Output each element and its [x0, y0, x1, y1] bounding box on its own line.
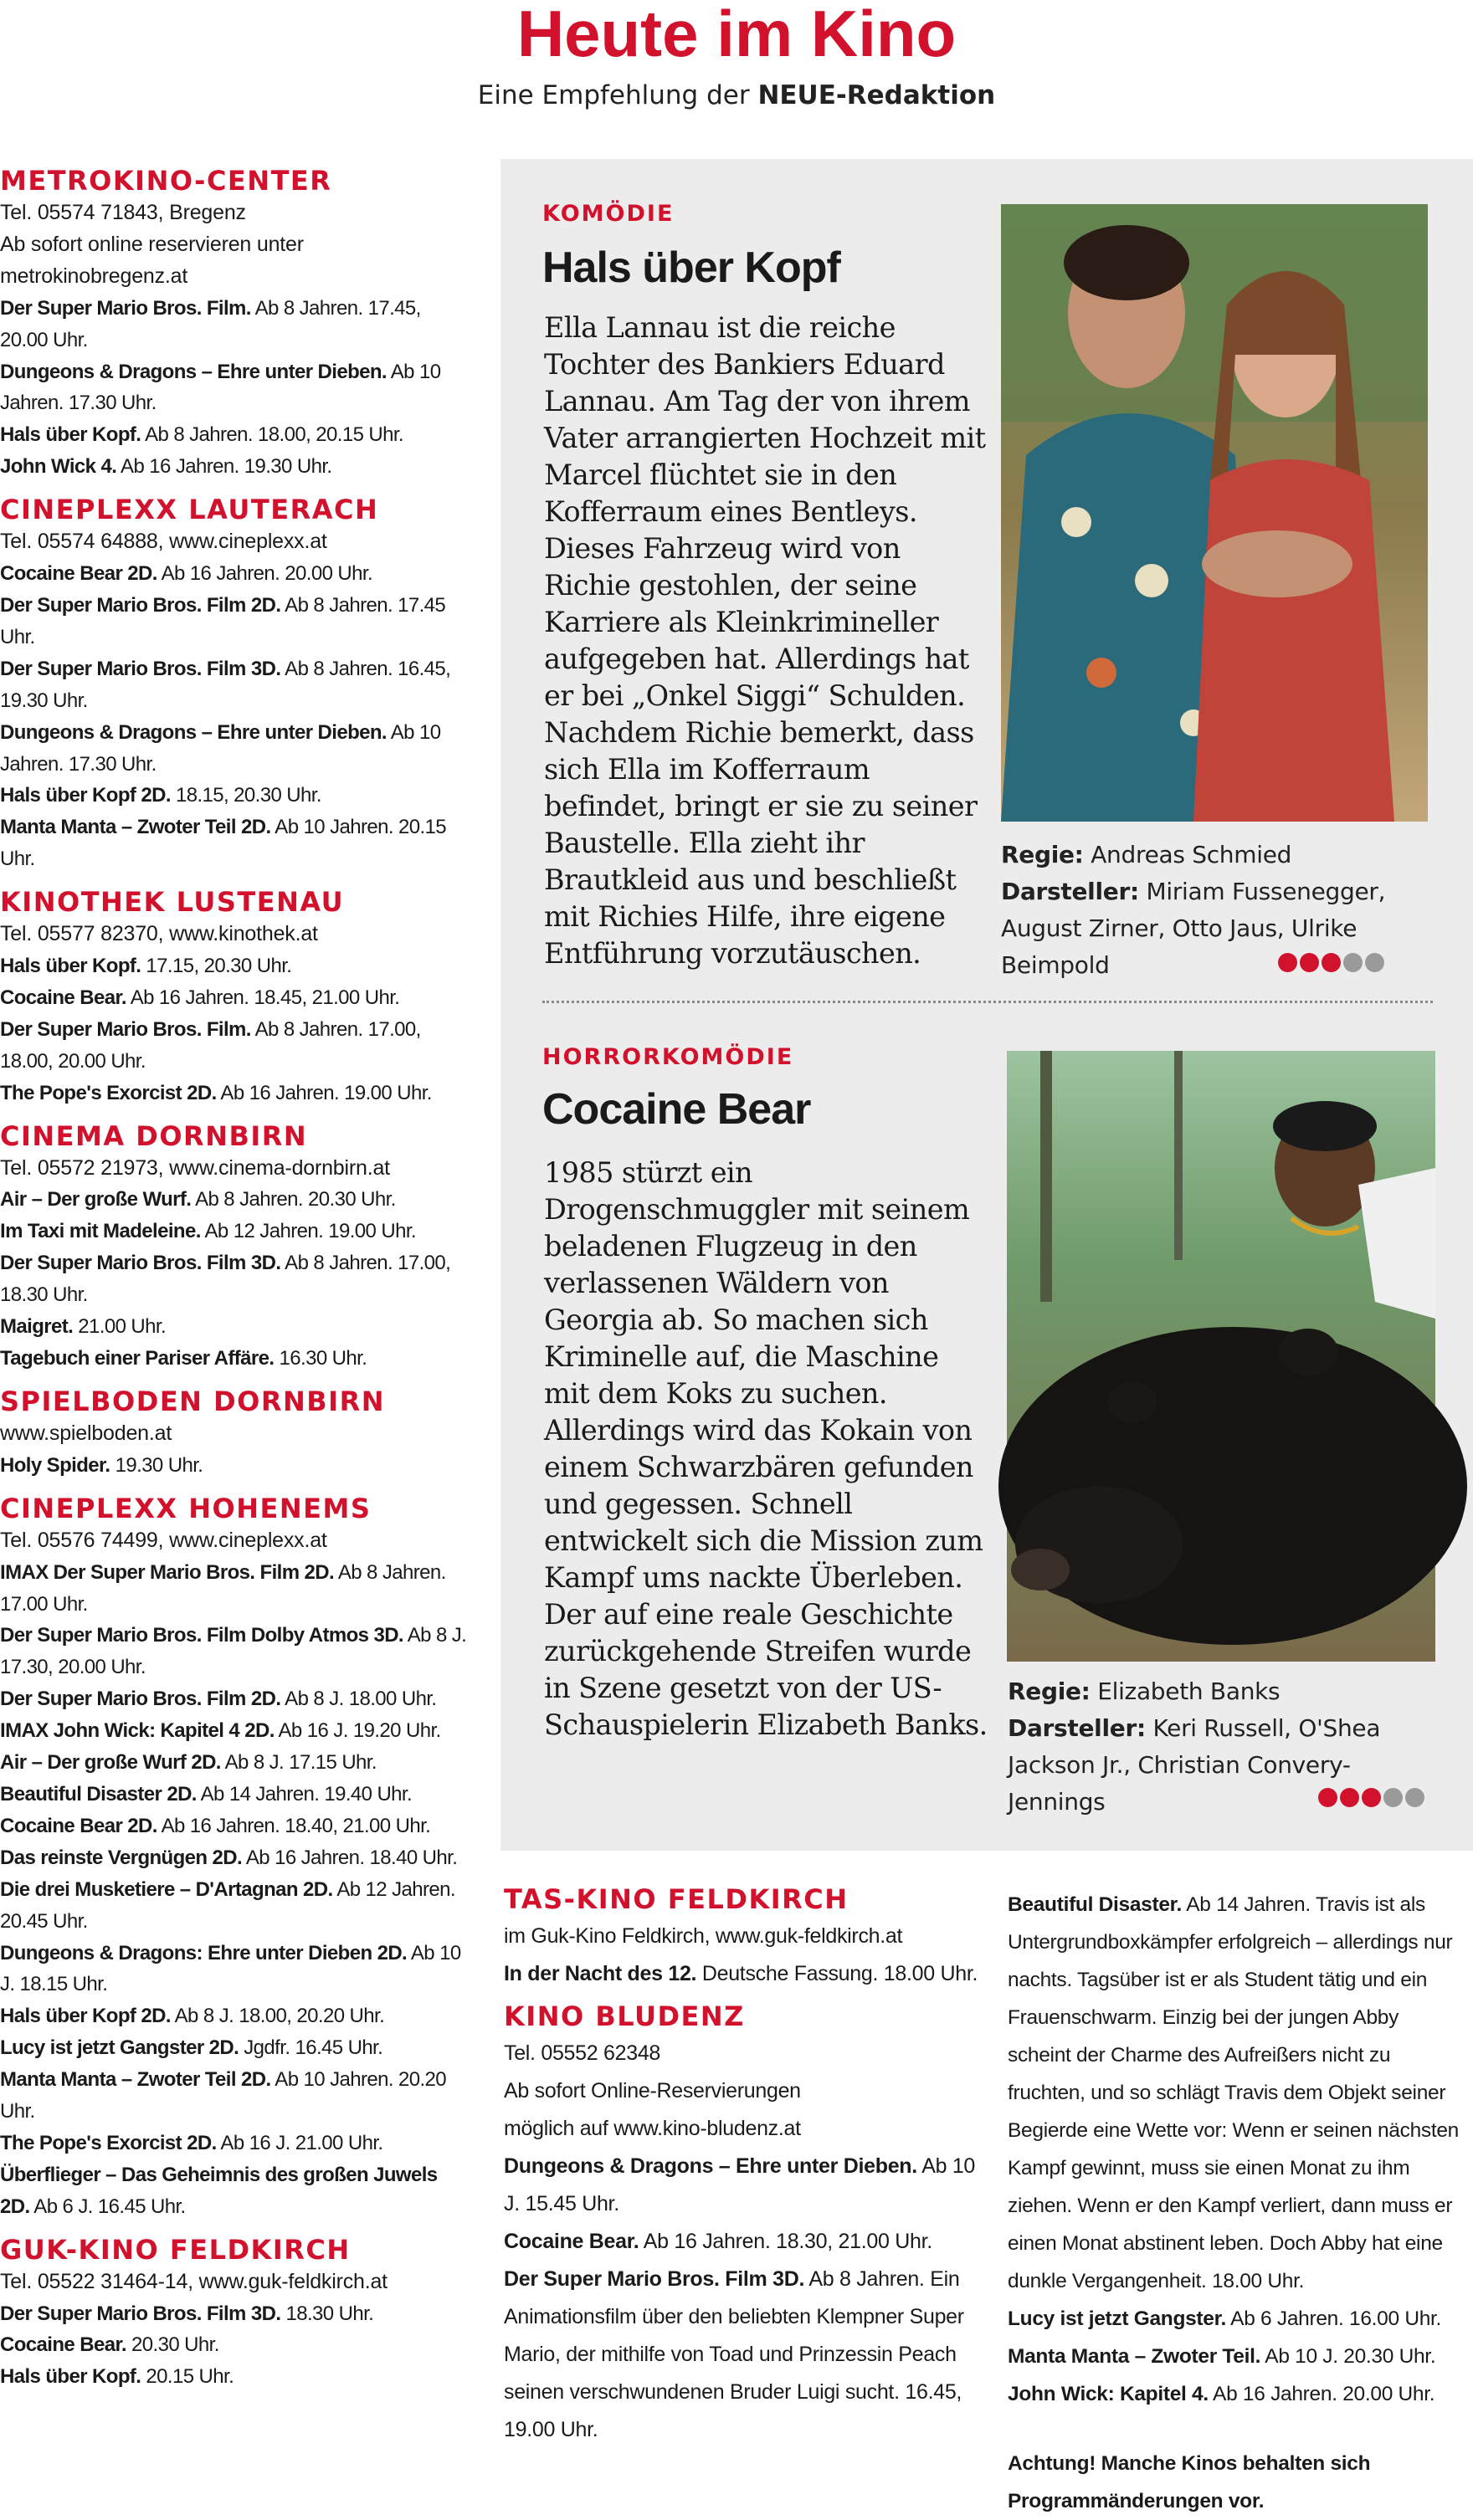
movie2-rating [1318, 1788, 1424, 1807]
film-details: Deutsche Fassung. 18.00 Uhr. [696, 1962, 978, 1985]
rating-dot [1340, 1788, 1359, 1807]
film-entry [504, 2148, 989, 2223]
film-title: Beautiful Disaster. [1008, 1893, 1183, 1916]
film-details: Ab 16 Jahren. 18.30, 21.00 Uhr. [639, 2230, 932, 2253]
film-details: Ab 10 J. 20.30 Uhr. [1260, 2345, 1436, 2368]
bludenz-details [504, 2035, 989, 2449]
cinema-name: SPIELBODEN DORNBIRN [0, 1385, 385, 1417]
bottom-middle-listings [504, 1881, 989, 2449]
cinema-info: Tel. 05574 71843, Bregenz [0, 201, 246, 224]
film-details: 19.30 Uhr. [110, 1453, 203, 1477]
film-entry [0, 950, 469, 982]
cinema-info: www.spielboden.at [0, 1421, 172, 1445]
cast-names: Miriam Fussenegger, August Zirner, Otto Jaus, Ulrike Beimpold [1001, 878, 1386, 979]
cinema-name: CINEPLEXX HOHENEMS [0, 1492, 372, 1524]
film-title: Manta Manta – Zwoter Teil 2D. [0, 2068, 271, 2092]
film-entry [0, 2361, 469, 2393]
film-entry [0, 653, 469, 717]
film-details: Ab 16 Jahren. 20.00 Uhr. [1208, 2383, 1435, 2405]
movie2-title: Cocaine Bear [542, 1085, 811, 1134]
film-entry [0, 590, 469, 653]
film-title: Air – Der große Wurf 2D. [0, 1751, 221, 1775]
cinema-name: CINEPLEXX LAUTERACH [0, 494, 379, 526]
rating-dot [1383, 1788, 1403, 1807]
film-title: Lucy ist jetzt Gangster 2D. [0, 2036, 239, 2060]
cinema-info: möglich auf www.kino-bludenz.at [504, 2117, 801, 2140]
film-title: The Pope's Exorcist 2D. [0, 1081, 217, 1104]
film-details: Ab 8 J. 18.00, 20.20 Uhr. [170, 2005, 385, 2028]
film-details: Ab 10 J. 18.15 Uhr. [0, 1941, 461, 1996]
film-details: 20.15 Uhr. [141, 2365, 234, 2389]
film-details: Ab 14 Jahren. 19.40 Uhr. [196, 1782, 413, 1805]
film-details: Ab 16 Jahren. 18.45, 21.00 Uhr. [126, 986, 400, 1009]
film-title: Lucy ist jetzt Gangster. [1008, 2307, 1227, 2330]
film-entry [1008, 2375, 1466, 2413]
cinema-info: Tel. 05574 64888, www.cineplexx.at [0, 530, 327, 554]
film-title: Dungeons & Dragons: Ehre unter Dieben 2D. [0, 1941, 408, 1964]
cinema-info: Tel. 05522 31464-14, www.guk-feldkirch.at [0, 2269, 387, 2293]
film-entry [0, 1311, 469, 1343]
film-details: Ab 8 Jahren. 17.00, 18.00, 20.00 Uhr. [0, 1017, 421, 1073]
film-entry [504, 1955, 989, 1993]
cinema-block [0, 1492, 469, 2223]
subtitle-text: Eine Empfehlung der [477, 80, 758, 110]
film-entry [0, 2159, 469, 2223]
film-entry [0, 2329, 469, 2361]
film-details: Ab 8 J. 18.00 Uhr. [280, 1688, 437, 1711]
cinema-block [0, 493, 469, 875]
notice: Achtung! Manche Kinos behalten sich Programmänderungen vor. [1008, 2452, 1371, 2512]
rating-dot [1365, 953, 1384, 972]
film-entry [0, 812, 469, 875]
film-details: Ab 8 Jahren. 16.45, 19.30 Uhr. [0, 657, 451, 712]
movie1-title: Hals über Kopf [542, 243, 840, 292]
film-title: Dungeons & Dragons – Ehre unter Dieben. [504, 2154, 917, 2178]
film-details: Ab 10 J. 15.45 Uhr. [504, 2154, 976, 2215]
rating-dot [1362, 1788, 1381, 1807]
cinema-block [0, 164, 469, 483]
film-details: 20.30 Uhr. [126, 2333, 219, 2357]
film-title: IMAX Der Super Mario Bros. Film 2D. [0, 1560, 335, 1584]
film-title: John Wick: Kapitel 4. [1008, 2383, 1209, 2405]
film-title: Hals über Kopf. [0, 2365, 141, 2389]
film-entry [0, 1811, 469, 1842]
box-separator [542, 1001, 1433, 1003]
film-entry [1008, 1886, 1466, 2300]
film-title: Cocaine Bear. [0, 2333, 126, 2357]
film-title: IMAX John Wick: Kapitel 4 2D. [0, 1719, 275, 1743]
cast-names: Keri Russell, O'Shea Jackson Jr., Christian Convery-Jennings [1008, 1714, 1381, 1816]
cinema-block [0, 1119, 469, 1375]
film-details: Ab 8 Jahren. 18.00, 20.15 Uhr. [141, 423, 403, 447]
film-entry [0, 717, 469, 781]
film-title: Hals über Kopf. [0, 423, 141, 447]
film-entry [0, 780, 469, 812]
film-entry [0, 356, 469, 420]
rating-dot [1322, 953, 1341, 972]
movie1-photo [1001, 204, 1428, 822]
film-title: Der Super Mario Bros. Film 3D. [0, 1252, 281, 1275]
film-details: Ab 16 J. 21.00 Uhr. [216, 2131, 383, 2154]
film-details: 21.00 Uhr. [73, 1315, 167, 1339]
regie-label: Regie: [1008, 1677, 1091, 1705]
cinema-info: Tel. 05576 74499, www.cineplexx.at [0, 1528, 327, 1552]
cinema-info: metrokinobregenz.at [0, 264, 188, 288]
film-entry [0, 419, 469, 451]
cinema-info: Ab sofort online reservieren unter [0, 232, 304, 256]
film-title: Hals über Kopf 2D. [0, 2005, 171, 2028]
film-title: Der Super Mario Bros. Film. [0, 1017, 251, 1041]
bottom-right-listings [1008, 1886, 1466, 2520]
film-title: Dungeons & Dragons – Ehre unter Dieben. [0, 720, 387, 744]
film-details: Ab 8 Jahren. 20.30 Uhr. [191, 1188, 396, 1211]
film-details: Ab 8 Jahren. 17.00, 18.30 Uhr. [0, 1252, 451, 1307]
film-entry [0, 1014, 469, 1078]
film-details: Ab 14 Jahren. Travis ist als Untergrundboxkämpfer erfolgreich – allerdings nur nachts. Tagsüber ist er als Student tätig und ein Frauenschwarm. Einzig bei der jungen Abby scheint der Charme des Aufreißers nicht zu fruchten, und so schlägt Travis dem Objekt seiner Begierde eine Wette vor: Wenn er seinen nächsten Kampf gewinnt, muss sie einen Monat zu ihm ziehen. Wenn er den Kampf verliert, dann muss er einen Monat abstinent leben. Doch Abby hat eine dunkle Vergangenheit. 18.00 Uhr. [1008, 1893, 1460, 2292]
film-entry [0, 451, 469, 483]
film-entry [0, 1620, 469, 1683]
cinema-name: KINO BLUDENZ [504, 2000, 745, 2032]
cinema-info: im Guk-Kino Feldkirch, www.guk-feldkirch.at [504, 1924, 903, 1948]
cinema-name: KINOTHEK LUSTENAU [0, 886, 345, 919]
film-title: Der Super Mario Bros. Film 3D. [0, 657, 281, 680]
film-title: Der Super Mario Bros. Film Dolby Atmos 3D. [0, 1624, 403, 1647]
film-details: Ab 16 Jahren. 18.40 Uhr. [242, 1846, 458, 1869]
film-entry [0, 558, 469, 590]
film-entry [0, 982, 469, 1014]
film-details: 18.30 Uhr. [280, 2302, 374, 2325]
rating-dot [1318, 1788, 1337, 1807]
cast-label: Darsteller: [1008, 1714, 1146, 1742]
film-title: Der Super Mario Bros. Film 3D. [0, 2302, 281, 2325]
cinema-info: Tel. 05572 21973, www.cinema-dornbirn.at [0, 1155, 390, 1180]
movie2-photo [1007, 1051, 1435, 1662]
film-title: Manta Manta – Zwoter Teil. [1008, 2345, 1261, 2368]
film-title: Überflieger – Das Geheimnis des großen Juwels 2D. [0, 2163, 438, 2218]
film-details: Jgdfr. 16.45 Uhr. [239, 2036, 383, 2060]
film-entry [0, 1715, 469, 1747]
film-title: Das reinste Vergnügen 2D. [0, 1846, 243, 1869]
film-entry [0, 1779, 469, 1811]
rating-dot [1405, 1788, 1424, 1807]
cinema-name: GUK-KINO FELDKIRCH [0, 2233, 351, 2266]
film-title: Air – Der große Wurf. [0, 1188, 192, 1211]
film-title: Der Super Mario Bros. Film. [0, 296, 251, 320]
film-entry [0, 1842, 469, 1874]
film-entry [0, 1938, 469, 2001]
film-details: Ab 8 Jahren. 17.00 Uhr. [0, 1560, 446, 1616]
film-details: Ab 10 Jahren. 20.15 Uhr. [0, 816, 447, 871]
cinema-listings-left [0, 164, 469, 2403]
film-entry [504, 2261, 989, 2449]
film-title: Hals über Kopf. [0, 955, 141, 978]
movie1-story: Ella Lannau ist die reiche Tochter des Bankiers Eduard Lannau. Am Tag der von ihrem Vater arrangierten Hochzeit mit Marcel flüchtet sie in den Kofferraum eines Bentleys. Dieses Fahrzeug wird von Richie gestohlen, der seine Karriere als Kleinkrimineller aufgegeben hat. Allerdings hat er bei „Onkel Siggi“ Schulden. Nachdem Richie bemerkt, dass sich Ella im Kofferraum befindet, bringt er sie zu seiner Baustelle. Ella zieht ihr Brautkleid aus und beschließt mit Richies Hilfe, ihre eigene Entführung vorzutäuschen. [544, 311, 986, 970]
film-details: Ab 12 Jahren. 19.00 Uhr. [200, 1220, 416, 1243]
page-title: Heute im Kino [516, 0, 957, 70]
cinema-name: TAS-KINO FELDKIRCH [504, 1883, 849, 1915]
cast-label: Darsteller: [1001, 878, 1139, 905]
subtitle-brand: NEUE-Redaktion [757, 80, 996, 110]
film-title: Cocaine Bear 2D. [0, 562, 157, 586]
film-entry [0, 2298, 469, 2330]
film-entry [0, 1184, 469, 1216]
film-entry [0, 1450, 469, 1482]
film-entry [0, 1343, 469, 1375]
film-title: In der Nacht des 12. [504, 1962, 697, 1985]
film-title: John Wick 4. [0, 455, 117, 479]
film-details: Ab 16 Jahren. 20.00 Uhr. [157, 562, 373, 586]
film-entry [0, 1874, 469, 1938]
film-title: Cocaine Bear 2D. [0, 1814, 157, 1837]
film-details: Ab 8 Jahren. 17.45, 20.00 Uhr. [0, 296, 421, 351]
film-title: The Pope's Exorcist 2D. [0, 2131, 217, 2154]
rating-dot [1278, 953, 1297, 972]
film-details: Ab 10 Jahren. 17.30 Uhr. [0, 360, 441, 415]
film-entry [0, 2000, 469, 2032]
film-details: 18.15, 20.30 Uhr. [170, 784, 321, 807]
film-details: Ab 8 J. 17.30, 20.00 Uhr. [0, 1624, 467, 1679]
film-details: Ab 12 Jahren. 20.45 Uhr. [0, 1877, 455, 1933]
film-details: Ab 6 J. 16.45 Uhr. [29, 2195, 186, 2218]
rating-dot [1300, 953, 1319, 972]
movie2-genre: HORRORKOMÖDIE [542, 1044, 794, 1070]
regie-name: Andreas Schmied [1083, 841, 1292, 868]
film-entry [1008, 2300, 1466, 2338]
film-entry [0, 1247, 469, 1311]
film-details: 16.30 Uhr. [274, 1347, 367, 1370]
spacer [1008, 2413, 1466, 2445]
cinema-name: CINEMA DORNBIRN [0, 1119, 308, 1152]
film-title: Hals über Kopf 2D. [0, 784, 171, 807]
film-details: 17.15, 20.30 Uhr. [141, 955, 292, 978]
page-subtitle [0, 80, 1473, 110]
film-details: Ab 10 Jahren. 20.20 Uhr. [0, 2068, 447, 2123]
cinema-block [0, 2233, 469, 2394]
film-entry [0, 1557, 469, 1621]
cinema-info: Tel. 05552 62348 [504, 2041, 661, 2065]
film-title: Cocaine Bear. [0, 986, 126, 1009]
film-title: Im Taxi mit Madeleine. [0, 1220, 201, 1243]
film-details: Ab 16 Jahren. 19.30 Uhr. [116, 455, 332, 479]
film-entry [0, 2128, 469, 2159]
film-details: Ab 10 Jahren. 17.30 Uhr. [0, 720, 441, 776]
movie1-rating [1278, 953, 1384, 972]
film-entry [1008, 2338, 1466, 2375]
regie-label: Regie: [1001, 841, 1084, 868]
film-details: Ab 16 Jahren. 19.00 Uhr. [216, 1081, 432, 1104]
cinema-name: METROKINO-CENTER [0, 165, 332, 197]
film-title: Der Super Mario Bros. Film 2D. [0, 1688, 281, 1711]
film-details: Ab 16 Jahren. 18.40, 21.00 Uhr. [157, 1814, 431, 1837]
cinema-info: Ab sofort Online-Reservierungen [504, 2079, 801, 2103]
film-entry [504, 2223, 989, 2261]
film-details: Ab 8 Jahren. Ein Animationsfilm über den beliebten Klempner Super Mario, der mithilfe von Toad und Prinzessin Peach seinen verschwundenen Bruder Luigi sucht. 16.45, 19.00 Uhr. [504, 2267, 964, 2441]
film-title: Cocaine Bear. [504, 2230, 639, 2253]
film-title: Beautiful Disaster 2D. [0, 1782, 197, 1805]
film-title: Die drei Musketiere – D'Artagnan 2D. [0, 1877, 333, 1901]
movie2-story: 1985 stürzt ein Drogenschmuggler mit seinem beladenen Flugzeug in den verlassenen Wäldern von Georgia ab. So machen sich Kriminelle auf, die Maschine mit dem Koks zu suchen. Allerdings wird das Kokain von einem Schwarzbären gefunden und gegessen. Schnell entwickelt sich die Mission zum Kampf ums nackte Überleben. Der auf eine reale Geschichte zurückgehende Streifen wurde in Szene gesetzt von der US-Schauspielerin Elizabeth Banks. [544, 1156, 988, 1741]
film-entry [0, 1683, 469, 1715]
cinema-block [0, 1385, 469, 1482]
film-entry [0, 2064, 469, 2128]
cinema-info: Tel. 05577 82370, www.kinothek.at [0, 922, 318, 946]
film-entry [0, 1747, 469, 1779]
film-title: Holy Spider. [0, 1453, 110, 1477]
film-entry [0, 1216, 469, 1247]
film-details: Ab 8 Jahren. 17.45 Uhr. [0, 593, 446, 648]
regie-name: Elizabeth Banks [1090, 1677, 1281, 1705]
film-title: Maigret. [0, 1315, 74, 1339]
movie1-genre: KOMÖDIE [542, 201, 675, 227]
film-details: Ab 6 Jahren. 16.00 Uhr. [1226, 2307, 1442, 2330]
film-entry [0, 293, 469, 356]
film-title: Der Super Mario Bros. Film 3D. [504, 2267, 805, 2291]
rating-dot [1343, 953, 1363, 972]
film-title: Manta Manta – Zwoter Teil 2D. [0, 816, 271, 839]
film-entry [0, 2032, 469, 2064]
film-details: Ab 8 J. 17.15 Uhr. [220, 1751, 377, 1775]
film-entry [0, 1078, 469, 1109]
film-title: Tagebuch einer Pariser Affäre. [0, 1347, 275, 1370]
film-details: Ab 16 J. 19.20 Uhr. [274, 1719, 441, 1743]
cinema-block [0, 885, 469, 1109]
film-title: Der Super Mario Bros. Film 2D. [0, 593, 281, 617]
film-title: Dungeons & Dragons – Ehre unter Dieben. [0, 360, 387, 383]
